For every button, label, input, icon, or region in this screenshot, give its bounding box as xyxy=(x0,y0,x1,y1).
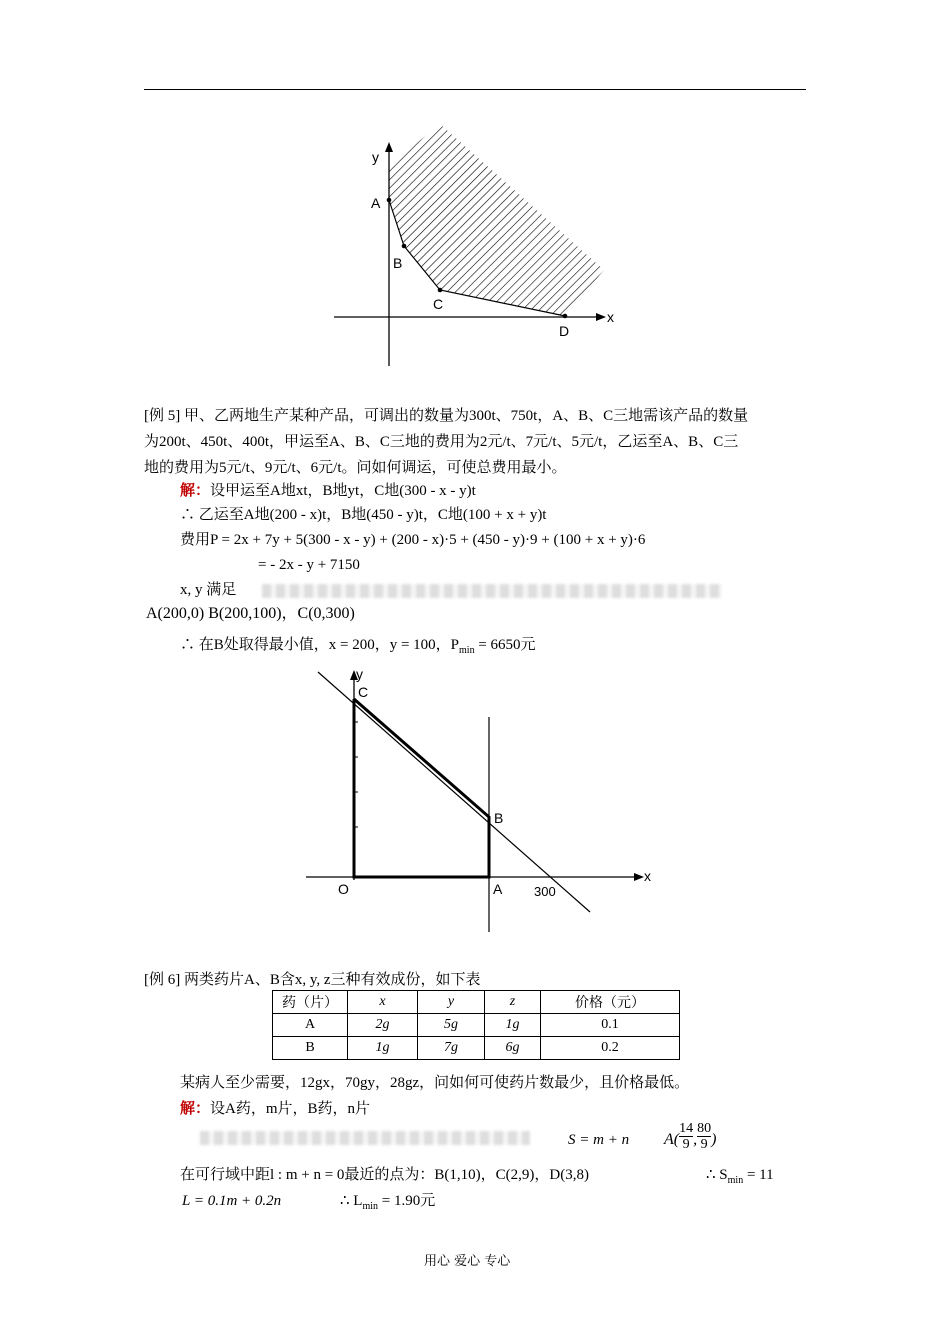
table-cell: 0.1 xyxy=(541,1014,680,1037)
header-rule xyxy=(144,89,806,90)
fraction-1 xyxy=(679,1121,693,1152)
table-cell: 5g xyxy=(418,1014,485,1037)
x-axis-label: x xyxy=(607,309,614,325)
ex5-conclusion-text: ∴ 在B处取得最小值，x = 200，y = 100，P xyxy=(180,637,460,653)
fraction-2-denominator: 9 xyxy=(700,1137,708,1152)
y-axis-label: y xyxy=(356,666,363,682)
y-axis-label: y xyxy=(372,149,379,165)
point-c-dot xyxy=(438,288,443,293)
table-cell: A xyxy=(273,1014,348,1037)
s-min-value: = 11 xyxy=(743,1167,774,1183)
blurred-constraints xyxy=(200,1131,530,1145)
table-cell: 0.2 xyxy=(541,1037,680,1060)
ex5-vertices: A(200,0) B(200,100)，C(0,300) xyxy=(146,605,355,622)
origin-label: O xyxy=(338,881,349,897)
feasible-region-figure xyxy=(330,120,620,370)
point-a-label: A xyxy=(493,881,503,897)
l-min-text: ∴ L xyxy=(340,1193,363,1209)
ex5-problem-line-3: 地的费用为5元/t、9元/t、6元/t。问如何调运，可使总费用最小。 xyxy=(144,460,567,476)
table-row xyxy=(273,1014,680,1037)
fraction-2-numerator: 80 xyxy=(697,1121,712,1136)
point-a-label: A xyxy=(371,195,381,211)
l-min-value: = 1.90元 xyxy=(378,1193,436,1209)
table-cell: B xyxy=(273,1037,348,1060)
ex6-objective: S = m + n xyxy=(568,1132,630,1148)
table-cell: 6g xyxy=(485,1037,541,1060)
ex5-solution-text-1: 设甲运至A地xt，B地yt，C地(300 - x - y)t xyxy=(210,483,476,499)
table-cell: 2g xyxy=(348,1014,418,1037)
transport-region-figure xyxy=(300,662,670,937)
point-a-dot xyxy=(387,198,392,203)
fraction-2 xyxy=(697,1121,711,1152)
tick-300-label: 300 xyxy=(534,884,556,899)
header-cell: x xyxy=(348,991,418,1014)
table-header-row xyxy=(273,991,680,1014)
ex6-s-min xyxy=(706,1165,774,1191)
ex5-min-value: = 6650元 xyxy=(474,637,536,653)
ex6-solution-label: 解： xyxy=(180,1101,211,1117)
ex6-intro: [例 6] 两类药片A、B含x, y, z三种有效成份，如下表 xyxy=(144,972,481,988)
fraction-1-numerator: 14 xyxy=(679,1121,694,1136)
point-b-label: B xyxy=(494,810,504,826)
header-cell: z xyxy=(485,991,541,1014)
point-b-label: B xyxy=(393,255,403,271)
medicine-table xyxy=(272,990,680,1060)
ex6-point-a: A( $\frac{14}{9}$ , $\frac{80}{9}$ ) xyxy=(664,1121,717,1152)
ex6-nearest-points: 在可行域中距l : m + n = 0最近的点为：B(1,10)，C(2,9)，D(3,8) xyxy=(180,1167,589,1183)
point-a-prefix: A( xyxy=(664,1131,680,1149)
header-cell: y xyxy=(418,991,485,1014)
x-axis-label: x xyxy=(644,868,651,884)
ex5-solution-label: 解： xyxy=(180,483,211,499)
ex5-conclusion xyxy=(180,635,536,661)
point-b-dot xyxy=(402,244,407,249)
ex5-solution-line-1 xyxy=(180,481,476,501)
ex6-solution-text-1: 设A药，m片，B药，n片 xyxy=(210,1101,371,1117)
point-c-label: C xyxy=(358,684,369,700)
point-c-label: C xyxy=(433,296,444,312)
s-min-text: ∴ S xyxy=(706,1167,728,1183)
header-cell: 药（片） xyxy=(273,991,348,1014)
ex6-l-min xyxy=(340,1191,435,1217)
ex6-price-equation: L = 0.1m + 0.2n xyxy=(182,1193,282,1209)
table-cell: 1g xyxy=(485,1014,541,1037)
ex5-min-subscript: min xyxy=(459,645,475,656)
table-row xyxy=(273,1037,680,1060)
table-cell: 1g xyxy=(348,1037,418,1060)
fraction-1-denominator: 9 xyxy=(682,1137,690,1152)
ex5-cost-equation: 费用P = 2x + 7y + 5(300 - x - y) + (200 - x)·5 + (450 - y)·9 + (100 + x + y)·6 xyxy=(180,532,646,548)
ex5-problem-line-1: [例 5] 甲、乙两地生产某种产品，可调出的数量为300t、750t，A、B、C三地需该产品的数量 xyxy=(144,408,749,424)
point-d-dot xyxy=(563,314,568,319)
l-min-subscript: min xyxy=(362,1201,379,1212)
s-min-subscript: min xyxy=(727,1175,744,1186)
point-d-label: D xyxy=(559,323,570,339)
blurred-constraints xyxy=(262,584,722,598)
page-footer: 用心 爱心 专心 xyxy=(424,1254,511,1269)
ex6-requirement: 某病人至少需要，12gx，70gy，28gz，问如何可使药片数最少，且价格最低。 xyxy=(180,1075,690,1091)
ex5-constraint-intro: x, y 满足 xyxy=(180,582,237,598)
table-cell: 7g xyxy=(418,1037,485,1060)
ex5-solution-line-2: ∴ 乙运至A地(200 - x)t，B地(450 - y)t，C地(100 + x + y)t xyxy=(180,507,547,523)
ex5-problem-line-2: 为200t、450t、400t，甲运至A、B、C三地的费用为2元/t、7元/t、5元/t，乙运至A、B、C三 xyxy=(144,434,739,450)
hatched-region xyxy=(389,124,604,316)
header-cell: 价格（元） xyxy=(541,991,680,1014)
ex6-solution-line-1 xyxy=(180,1099,370,1119)
ex5-cost-simplified: = - 2x - y + 7150 xyxy=(258,557,360,573)
point-a-suffix: ) xyxy=(711,1131,717,1149)
feasible-triangle xyxy=(354,699,489,877)
